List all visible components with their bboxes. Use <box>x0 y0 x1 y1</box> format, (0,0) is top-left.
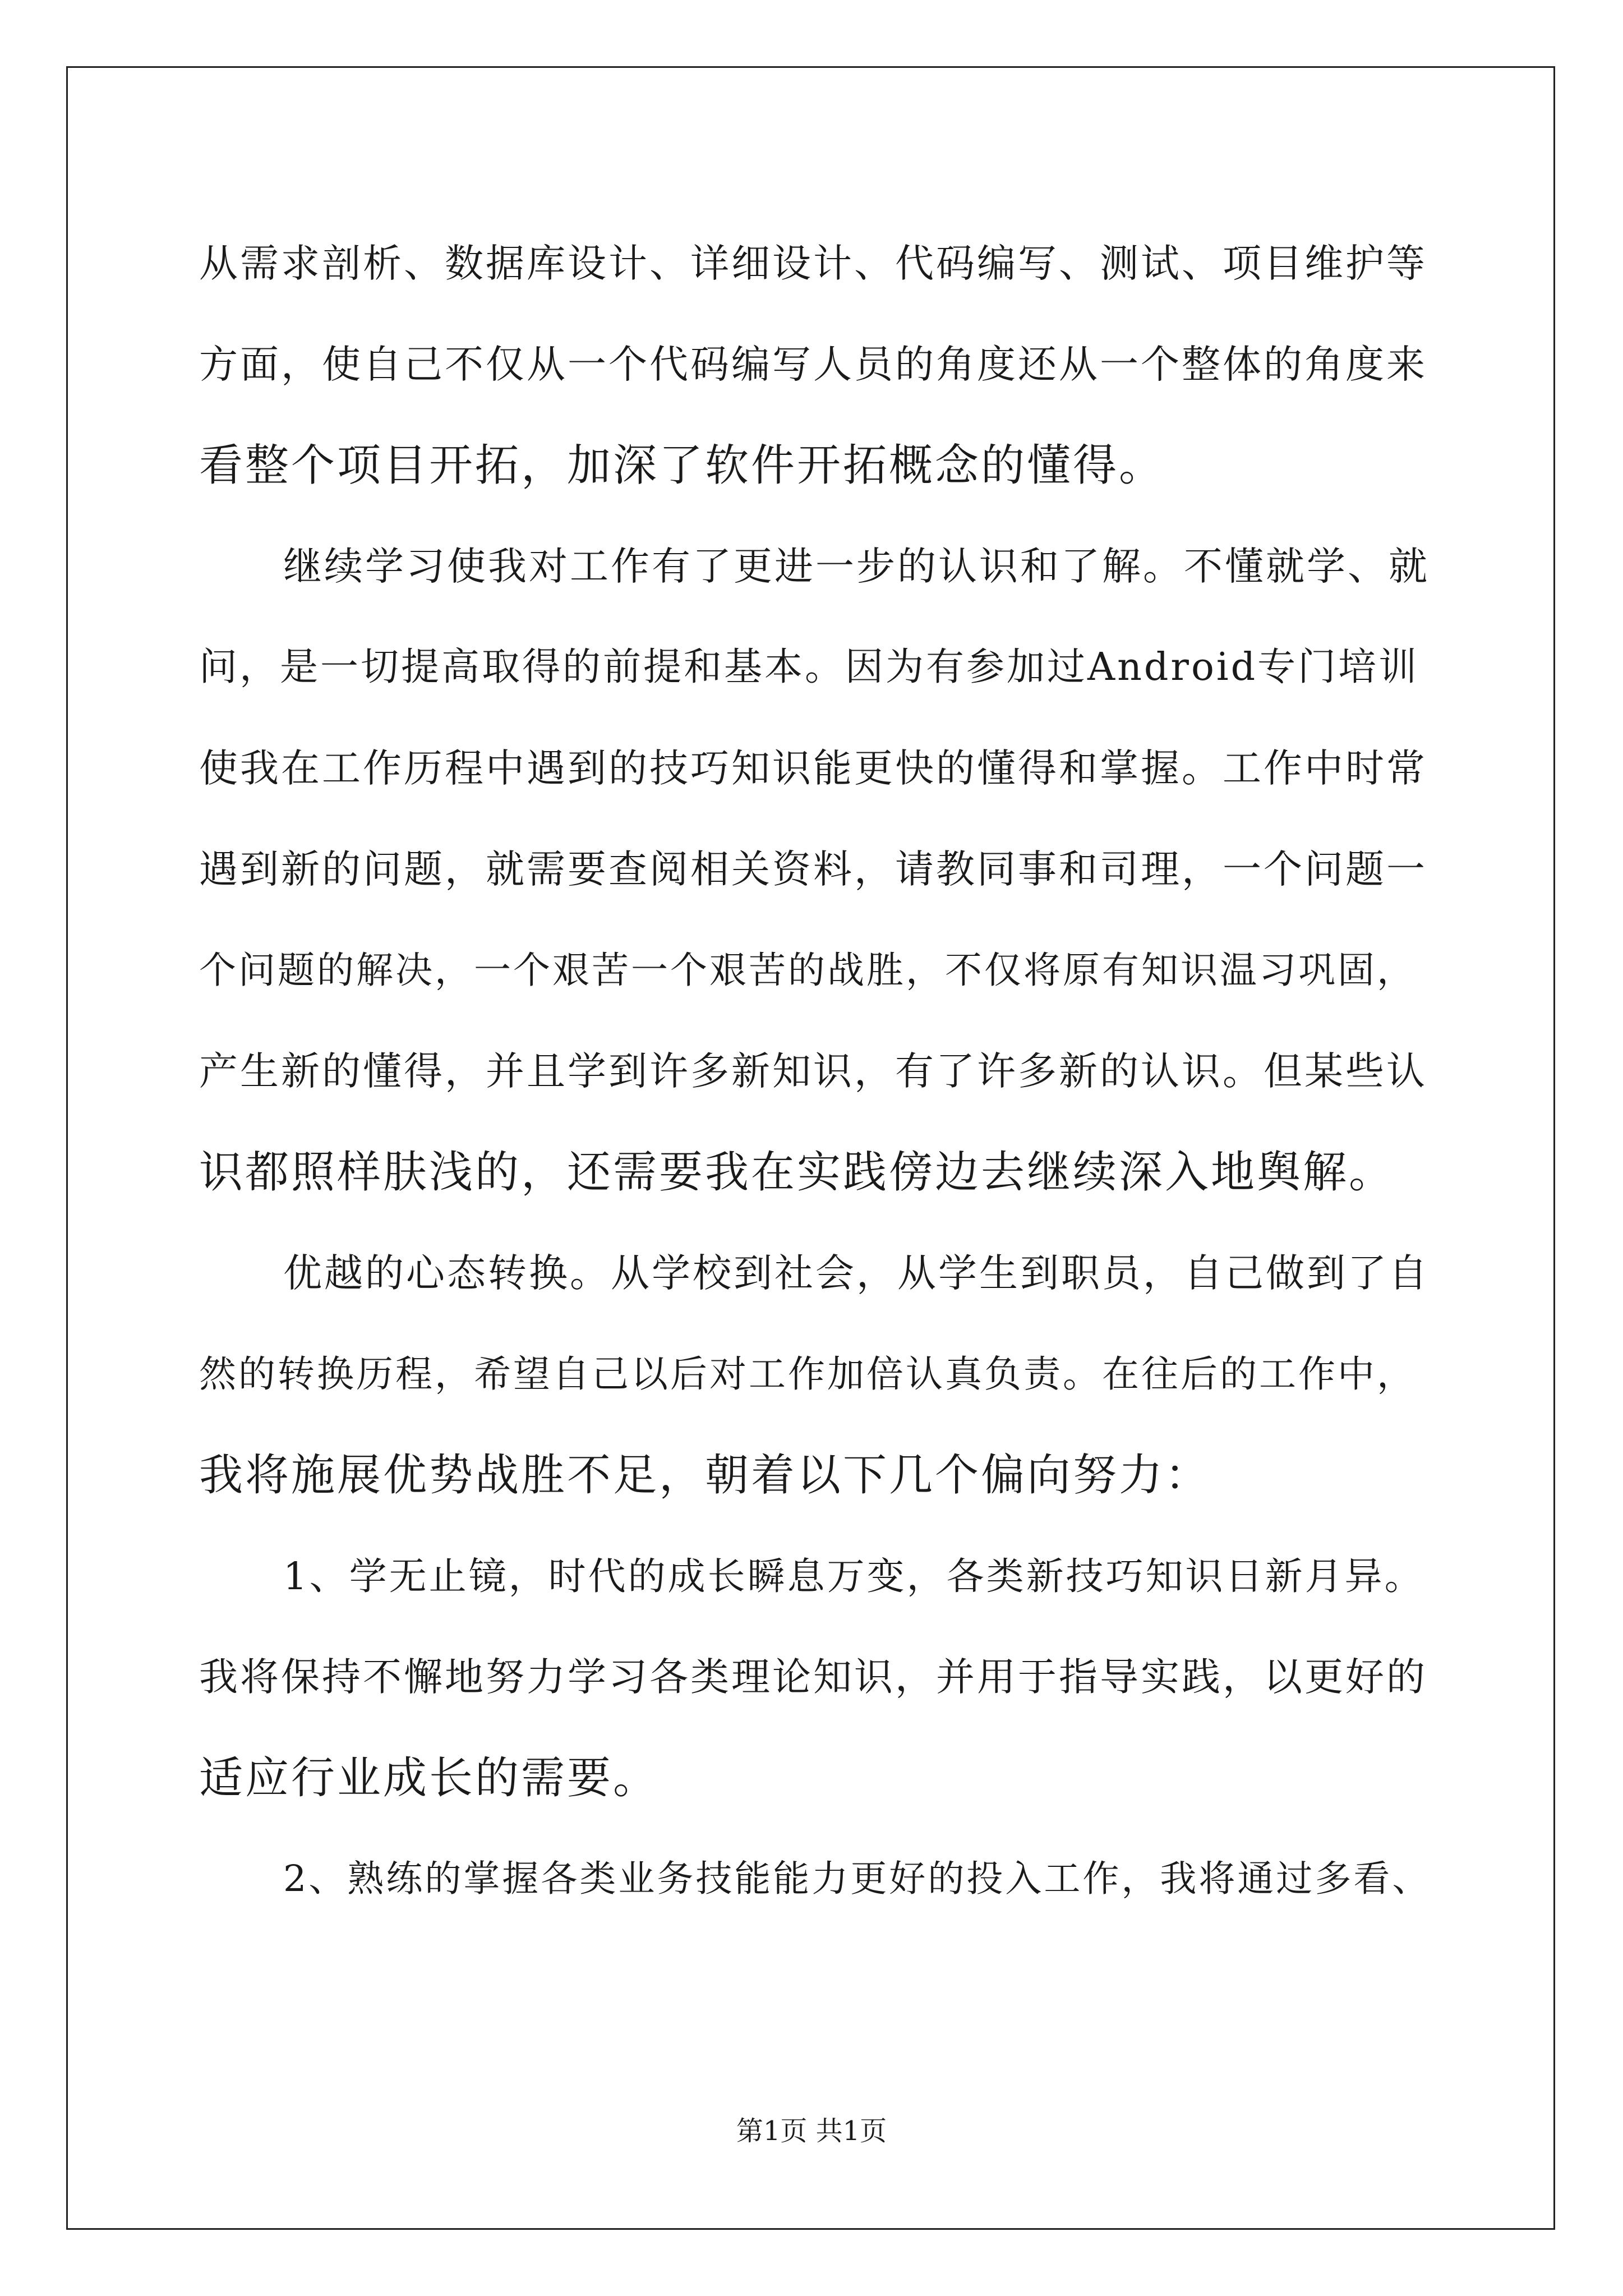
text-line: 然的转换历程，希望自己以后对工作加倍认真负责。在往后的工作中， <box>199 1352 1416 1396</box>
text-line: 看整个项目开拓，加深了软件开拓概念的懂得。 <box>199 440 1165 491</box>
text-line: 方面，使自己不仅从一个代码编写人员的角度还从一个整体的角度来 <box>199 342 1427 387</box>
document-body <box>199 213 1433 1930</box>
text-line: 适应行业成长的需要。 <box>199 1753 660 1803</box>
text-line: 优越的心态转换。从学校到社会，从学生到职员，自己做到了自 <box>283 1251 1430 1296</box>
text-line: 2、熟练的掌握各类业务技能能力更好的投入工作，我将通过多看、 <box>283 1858 1431 1900</box>
text-line: 1、学无止镜，时代的成长瞬息万变，各类新技巧知识日新月异。 <box>283 1554 1424 1598</box>
text-line: 问，是一切提高取得的前提和基本。因为有参加过Android专门培训 <box>199 645 1419 689</box>
text-line: 从需求剖析、数据库设计、详细设计、代码编写、测试、项目维护等 <box>199 241 1427 286</box>
text-line: 我将保持不懈地努力学习各类理论知识，并用于指导实践，以更好的 <box>199 1655 1427 1700</box>
text-line: 个问题的解决，一个艰苦一个艰苦的战胜，不仅将原有知识温习巩固， <box>199 949 1416 992</box>
text-line: 继续学习使我对工作有了更进一步的认识和了解。不懂就学、就 <box>283 544 1430 589</box>
page-footer: 第1页 共1页 <box>736 2115 887 2147</box>
text-line: 使我在工作历程中遇到的技巧知识能更快的懂得和掌握。工作中时常 <box>199 746 1427 791</box>
text-line: 识都照样肤浅的，还需要我在实践傍边去继续深入地舆解。 <box>199 1147 1395 1198</box>
text-line: 遇到新的问题，就需要查阅相关资料，请教同事和司理，一个问题一 <box>199 847 1427 892</box>
text-line: 我将施展优势战胜不足，朝着以下几个偏向努力： <box>199 1450 1211 1501</box>
text-line: 产生新的懂得，并且学到许多新知识，有了许多新的认识。但某些认 <box>199 1049 1427 1094</box>
